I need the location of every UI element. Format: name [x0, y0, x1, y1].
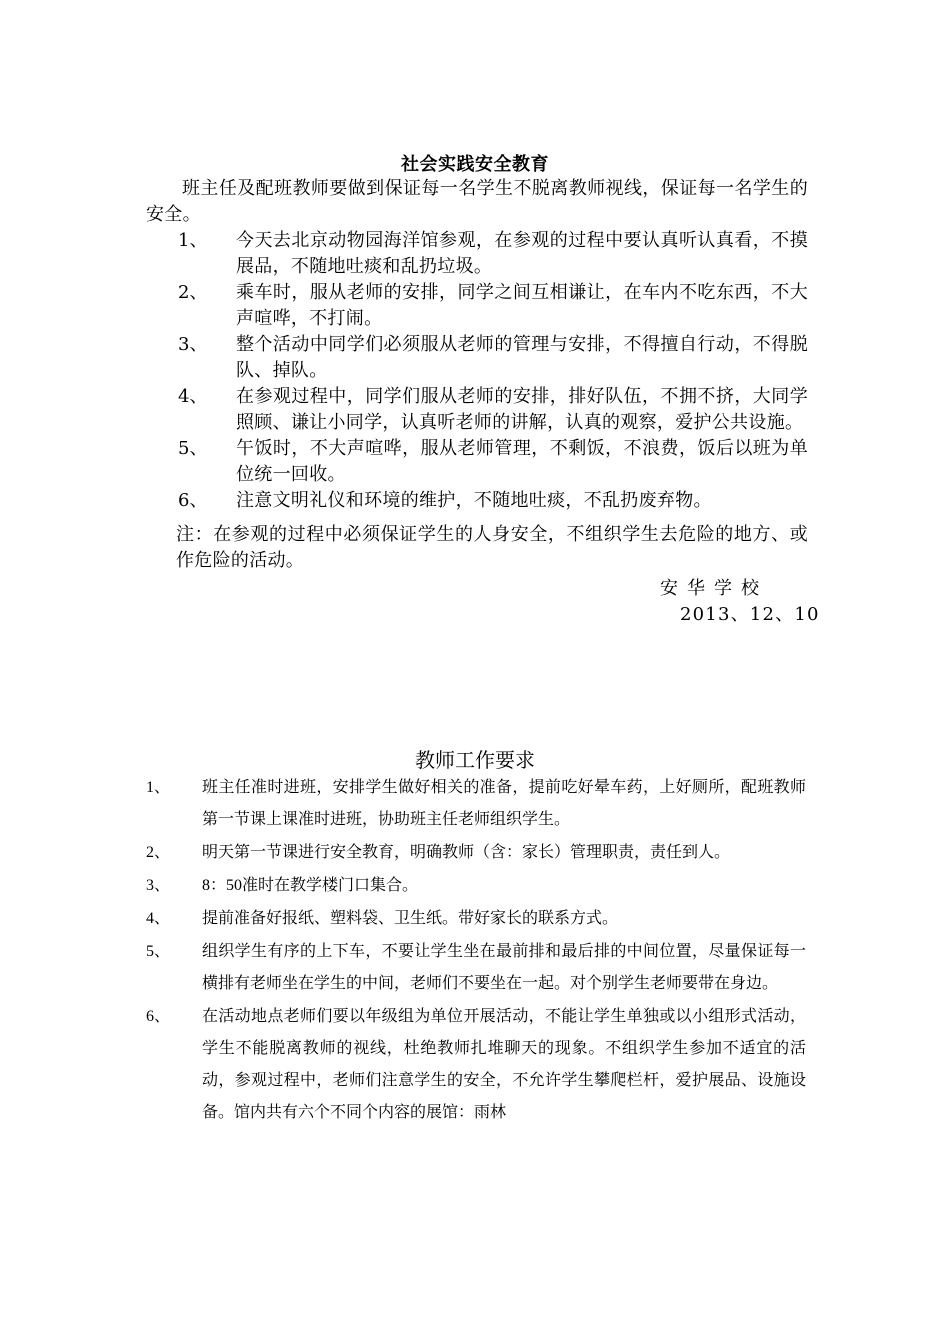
item-text: 提前准备好报纸、塑料袋、卫生纸。带好家长的联系方式。 [202, 910, 619, 927]
list-item [146, 837, 806, 869]
teacher-list [146, 772, 806, 1130]
item-number: 4、 [146, 910, 171, 927]
item-number: 5、 [146, 943, 171, 960]
item-number: 6、 [178, 490, 208, 511]
list-item [146, 936, 806, 1000]
item-number: 2、 [146, 844, 171, 861]
item-number: 3、 [178, 334, 208, 355]
item-text: 整个活动中同学们必须服从老师的管理与安排，不得擅自行动，不得脱队、掉队。 [236, 334, 808, 381]
item-text: 组织学生有序的上下车，不要让学生坐在最前排和最后排的中间位置，尽量保证每一横排有老师坐在学生的中间，老师们不要坐在一起。对个别学生老师要带在身边。 [202, 943, 806, 992]
item-text: 在参观过程中，同学们服从老师的安排，排好队伍，不拥不挤，大同学照顾、谦让小同学，认真听老师的讲解，认真的观察，爱护公共设施。 [236, 386, 808, 433]
list-item [146, 772, 806, 836]
list-item [176, 436, 808, 488]
list-item [176, 488, 808, 514]
item-number: 1、 [146, 779, 171, 796]
item-text: 乘车时，服从老师的安排，同学之间互相谦让，在车内不吃东西，不大声喧哗，不打闹。 [236, 282, 808, 329]
item-text: 注意文明礼仪和环境的维护，不随地吐痰，不乱扔废弃物。 [236, 490, 712, 511]
item-text: 明天第一节课进行安全教育，明确教师（含：家长）管理职责，责任到人。 [202, 844, 731, 861]
item-text: 午饭时，不大声喧哗，服从老师管理，不剩饭，不浪费，饭后以班为单位统一回收。 [236, 438, 808, 485]
item-text: 8：50准时在教学楼门口集合。 [202, 877, 419, 894]
signature-date: 2013、12、10 [680, 604, 820, 625]
list-item [176, 228, 808, 280]
item-text: 今天去北京动物园海洋馆参观，在参观的过程中要认真听认真看，不摸展品，不随地吐痰和乱扔垃圾。 [236, 230, 808, 277]
item-number: 6、 [146, 1008, 171, 1025]
list-item [176, 384, 808, 436]
item-text: 班主任准时进班，安排学生做好相关的准备，提前吃好晕车药，上好厕所，配班教师第一节课上课准时进班，协助班主任老师组织学生。 [202, 779, 806, 828]
safety-list [176, 228, 808, 514]
item-text: 在活动地点老师们要以年级组为单位开展活动，不能让学生单独或以小组形式活动，学生不能脱离教师的视线，杜绝教师扎堆聊天的现象。不组织学生参加不适宜的活动，参观过程中，老师们注意学生的安全，不允许学生攀爬栏杆，爱护展品、设施设备。馆内共有六个不同个内容的展馆：雨林 [202, 1008, 806, 1121]
list-item [146, 1001, 806, 1129]
school-signature: 安华学校 [660, 578, 768, 599]
item-number: 2、 [178, 282, 208, 303]
safety-note: 注：在参观的过程中必须保证学生的人身安全，不组织学生去危险的地方、或作危险的活动。 [176, 524, 808, 571]
list-item [146, 870, 806, 902]
list-item [146, 903, 806, 935]
item-number: 3、 [146, 877, 171, 894]
safety-title: 社会实践安全教育 [401, 154, 549, 175]
item-number: 5、 [178, 438, 208, 459]
item-number: 4、 [178, 386, 208, 407]
item-number: 1、 [178, 230, 208, 251]
list-item [176, 280, 808, 332]
list-item [176, 332, 808, 384]
teacher-title: 教师工作要求 [415, 748, 535, 772]
safety-intro: 班主任及配班教师要做到保证每一名学生不脱离教师视线，保证每一名学生的安全。 [146, 178, 808, 225]
